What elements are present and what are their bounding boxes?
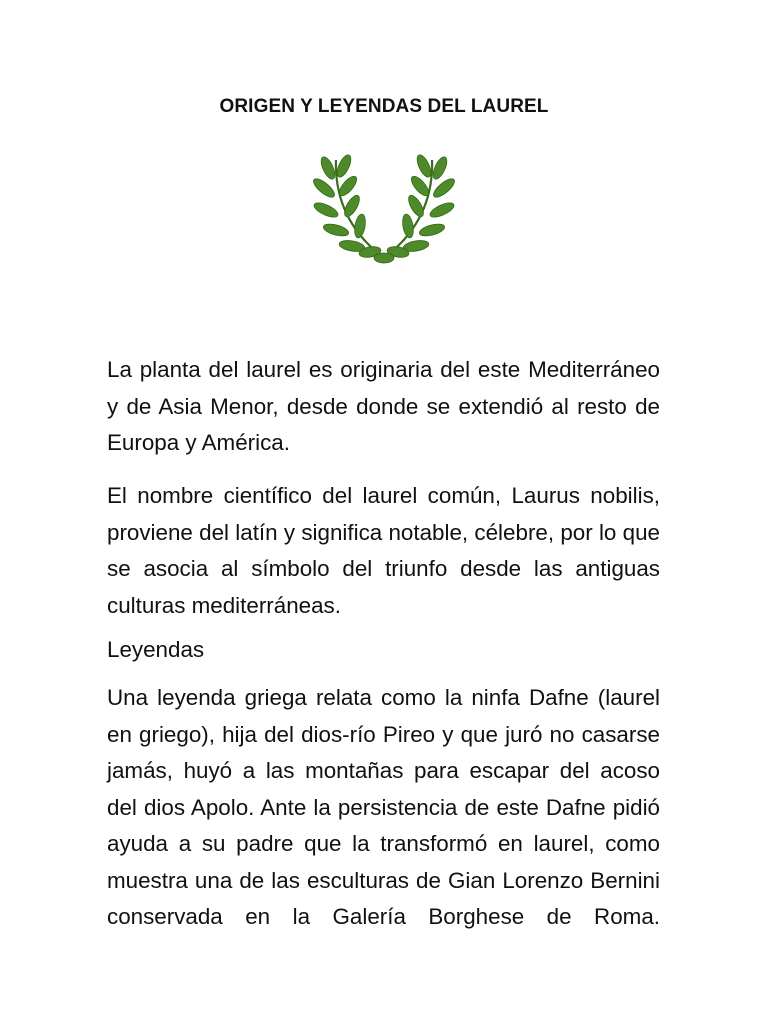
section-heading-leyendas [107, 632, 660, 683]
page-title: ORIGEN Y LEYENDAS DEL LAUREL [219, 96, 549, 117]
paragraph-text: La planta del laurel es originaria del este Mediterráneo y de Asia Menor, desde donde se extendió al resto de Europa y América. [107, 357, 660, 455]
laurel-wreath-icon [306, 140, 462, 280]
paragraph-legend [107, 680, 660, 950]
section-heading: Leyendas [107, 637, 205, 662]
paragraph-text: El nombre científico del laurel común, Laurus nobilis, proviene del latín y significa notable, célebre, por lo que se asocia al símbolo del triunfo desde las antiguas culturas mediterráneas. [107, 483, 660, 618]
paragraph-scientific-name [107, 478, 660, 638]
paragraph-origin [107, 352, 660, 476]
paragraph-text: Una leyenda griega relata como la ninfa Dafne (laurel en griego), hija del dios-río Pireo y que juró no casarse jamás, huyó a las montañas para escapar del acoso del dios Apolo. Ante la persistencia de este Dafne pidió ayuda a su padre que la transformó en laurel, como muestra una de las esculturas de Gian Lorenzo Bernini conservada en la Galería Borghese de Roma. [107, 685, 660, 929]
